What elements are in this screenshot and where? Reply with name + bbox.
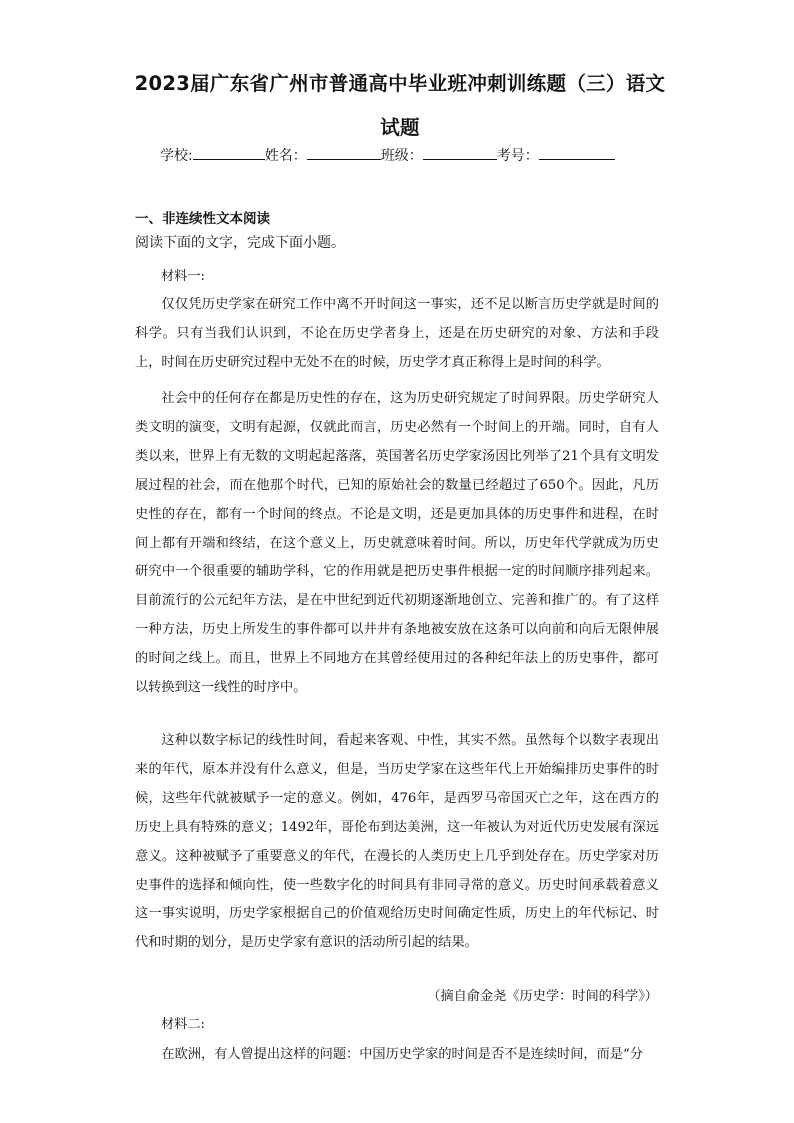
exam-number-blank <box>539 145 615 160</box>
material-one-citation: （摘自俞金尧《历史学：时间的科学》） <box>427 989 658 1004</box>
exam-number-label: 考号： <box>496 148 539 164</box>
material-two-label: 材料二: <box>161 1017 206 1032</box>
material-one-label: 材料一: <box>161 269 206 284</box>
material-two-paragraph-1: 在欧洲，有人曾提出这样的问题：中国历史学家的时间是否不是连续时间，而是“分 <box>161 1047 643 1062</box>
student-info-line <box>160 145 640 165</box>
section-heading: 一、非连续性文本阅读 <box>135 211 270 227</box>
school-label: 学校: <box>160 148 193 164</box>
class-label: 班级： <box>380 148 423 164</box>
class-blank <box>423 145 497 160</box>
name-label: 姓名： <box>264 148 307 164</box>
material-one-paragraph-3: 这种以数字标记的线性时间，看起来客观、中性，其实不然。虽然每个以数字表现出来的年代，原本并没有什么意义，但是，当历史学家在这些年代上开始编排历史事件的时候，这些年代就被赋予一定的意义。例如，476年，是西罗马帝国灭亡之年，这在西方的历史上具有特殊的意义；1492年，哥伦布到达美洲，这一年被认为对近代历史发展有深远意义。这种被赋予了重要意义的年代，在漫长的人类历史上几乎到处存在。历史学家对历史事件的选择和倾向性，使一些数字化的时间具有非同寻常的意义。历史时间承载着意义这一事实说明，历史学家根据自己的价值观给历史时间确定性质，历史上的年代标记、时代和时期的划分，是历史学家有意识的活动所引起的结果。 <box>135 733 659 951</box>
reading-instruction: 阅读下面的文字，完成下面小题。 <box>135 235 345 251</box>
material-one-paragraph-1: 仅仅凭历史学家在研究工作中离不开时间这一事实，还不足以断言历史学就是时间的科学。只有当我们认识到，不论在历史学者身上，还是在历史研究的对象、方法和手段上，时间在历史研究过程中无处不在的时候，历史学才真正称得上是时间的科学。 <box>135 297 659 370</box>
document-title-line-2: 试题 <box>380 116 420 139</box>
name-blank <box>307 145 381 160</box>
school-blank <box>193 145 265 160</box>
document-title-line-1: 2023届广东省广州市普通高中毕业班冲刺训练题（三）语文 <box>134 72 666 95</box>
material-one-paragraph-2: 社会中的任何存在都是历史性的存在，这为历史研究规定了时间界限。历史学研究人类文明的演变，文明有起源，仅就此而言，历史必然有一个时间上的开端。同时，自有人类以来，世界上有无数的文明起起落落，英国著名历史学家汤因比列举了21个具有文明发展过程的社会，而在他那个时代，已知的原始社会的数量已经超过了650个。因此，凡历史性的存在，都有一个时间的终点。不论是文明，还是更加具体的历史事件和进程，在时间上都有开端和终结，在这个意义上，历史就意味着时间。所以，历史年代学就成为历史研究中一个很重要的辅助学科，它的作用就是把历史事件根据一定的时间顺序排列起来。目前流行的公元纪年方法，是在中世纪到近代初期逐渐地创立、完善和推广的。有了这样一种方法，历史上所发生的事件都可以井井有条地被安放在这条可以向前和向后无限伸展的时间之线上。而且，世界上不同地方在其曾经使用过的各种纪年法上的历史事件，都可以转换到这一线性的时序中。 <box>135 391 659 696</box>
